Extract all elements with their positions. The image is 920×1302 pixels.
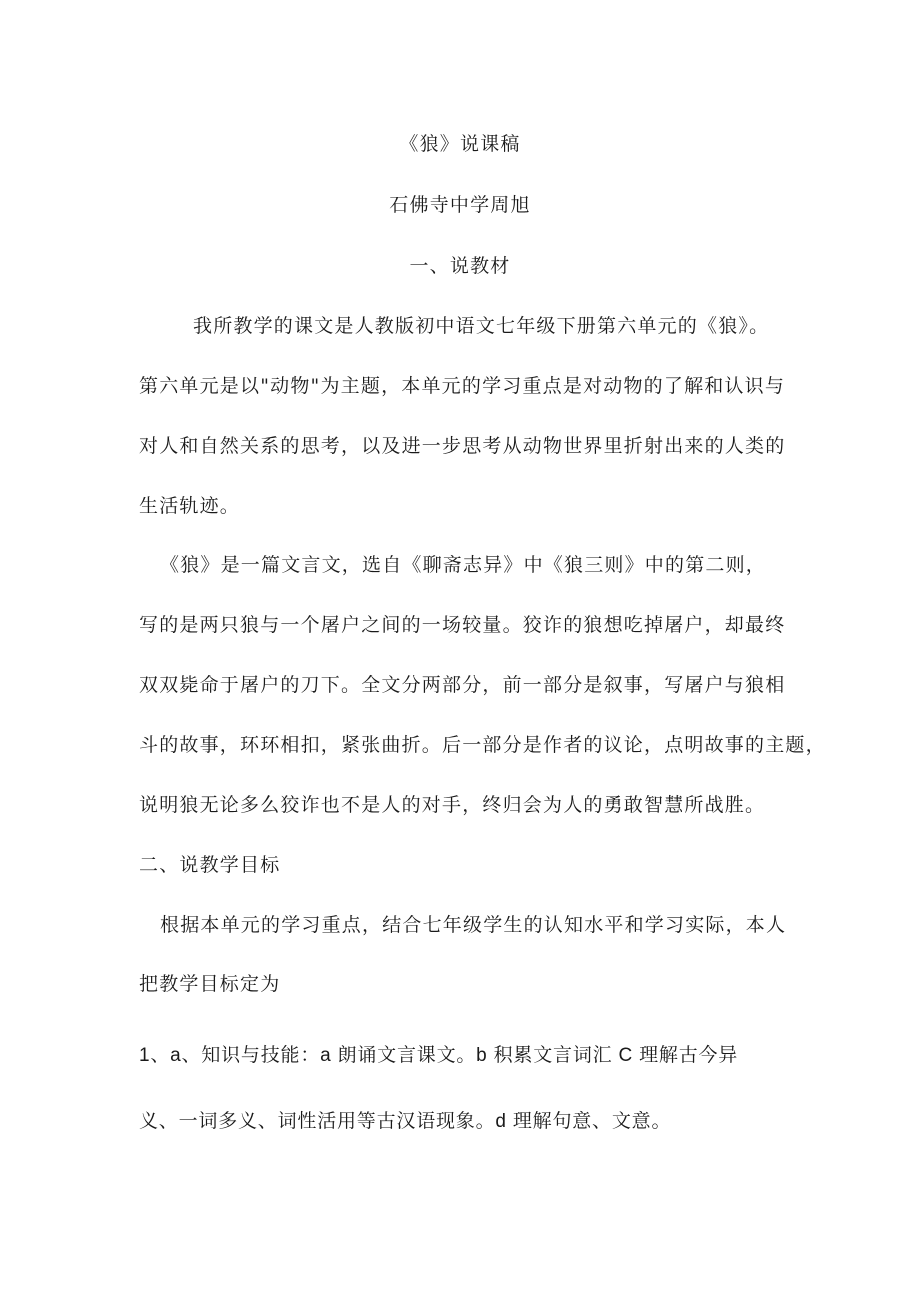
paragraph-line: 第六单元是以"动物"为主题，本单元的学习重点是对动物的了解和认识与 [139,375,786,397]
paragraph-line: 斗的故事，环环相扣，紧张曲折。后一部分是作者的议论，点明故事的主题， [139,734,826,756]
paragraph-line: 根据本单元的学习重点，结合七年级学生的认知水平和学习实际，本人 [160,914,787,936]
paragraph-line: 把教学目标定为 [139,973,281,995]
goal-line: 1、a、知识与技能：a 朗诵文言课文。b 积累文言词汇 C 理解古今异 [139,1045,739,1066]
goal-line: 义、一词多义、词性活用等古汉语现象。d 理解句意、文意。 [139,1111,672,1132]
section-heading-2: 二、说教学目标 [139,854,281,876]
paragraph-line: 双双毙命于屠户的刀下。全文分两部分，前一部分是叙事，写屠户与狼相 [139,674,786,696]
document-title: 《狼》说课稿 [399,133,521,155]
paragraph-line: 对人和自然关系的思考，以及进一步思考从动物世界里折射出来的人类的 [139,435,786,457]
paragraph-line: 说明狼无论多么狡诈也不是人的对手，终归会为人的勇敢智慧所战胜。 [139,794,766,816]
document-author: 石佛寺中学周旭 [389,194,531,216]
paragraph-line: 写的是两只狼与一个屠户之间的一场较量。狡诈的狼想吃掉屠户，却最终 [139,614,786,636]
paragraph-line: 生活轨迹。 [139,495,241,517]
paragraph-line: 我所教学的课文是人教版初中语文七年级下册第六单元的《狼》。 [193,315,770,337]
section-heading-1: 一、说教材 [409,255,511,277]
paragraph-line: 《狼》是一篇文言文，选自《聊斋志异》中《狼三则》中的第二则， [160,554,767,576]
